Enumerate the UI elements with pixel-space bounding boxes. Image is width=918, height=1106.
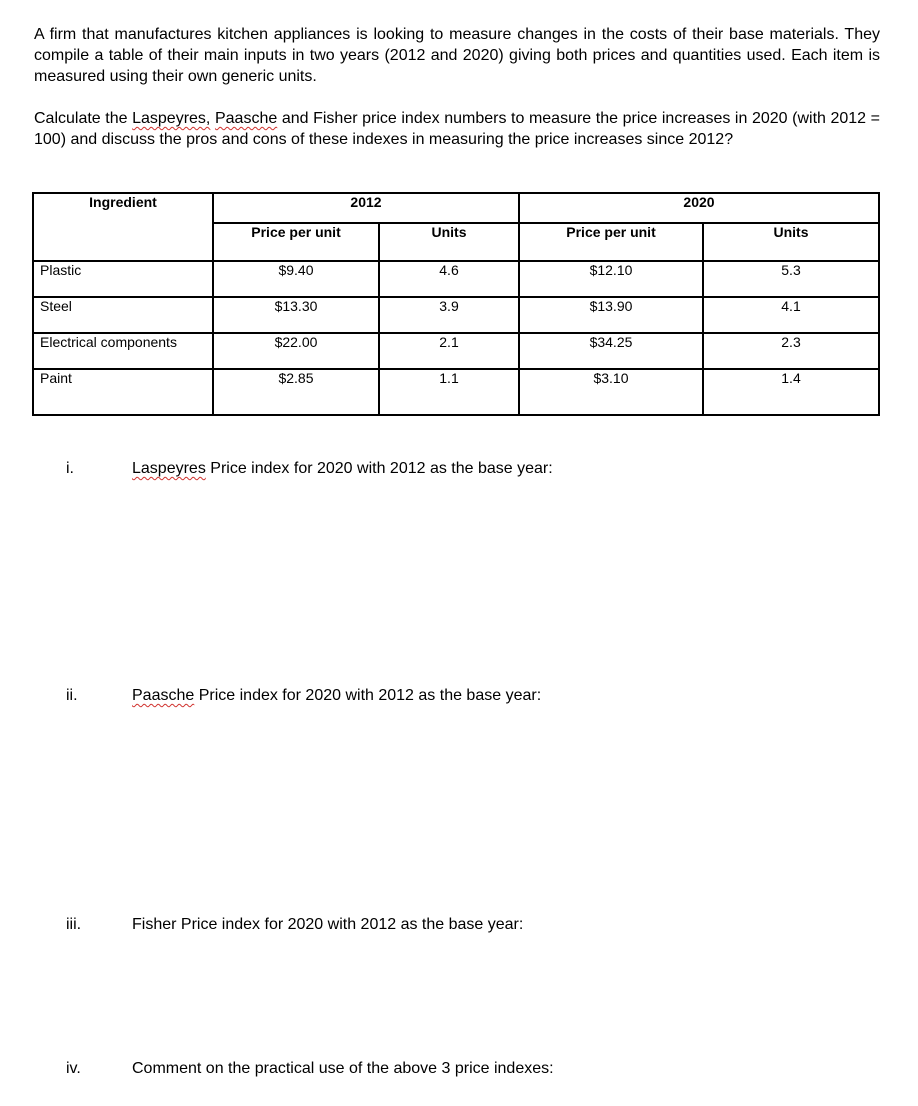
intro-paragraph: A firm that manufactures kitchen appliances is looking to measure changes in the costs of their base materials. They compile a table of their main inputs in two years (2012 and 2020) giving both prices and quantities used. Each item is measured using their own generic units.: [34, 26, 880, 85]
laspeyres-word: Laspeyres: [132, 460, 206, 477]
ingredient-name: Plastic: [33, 261, 213, 297]
price-2020-cell: $34.25: [519, 333, 703, 369]
table-row: [33, 333, 879, 369]
task-text-end: and Fisher price index numbers to measure the price increases in 2020 (with 2012 = 100) and discuss the pros and cons of these indexes in measuring the price increases since 2012?: [34, 110, 881, 148]
ingredient-name: Steel: [33, 297, 213, 333]
units-2012-cell: 4.6: [379, 261, 519, 297]
question-number: ii.: [66, 687, 78, 704]
year-2012-header: 2012: [213, 193, 519, 223]
units-2020-header: Units: [703, 223, 879, 261]
task-paragraph: [34, 108, 880, 150]
ingredient-header: Ingredient: [33, 193, 213, 261]
price-2020-header: Price per unit: [519, 223, 703, 261]
units-2020-cell: 2.3: [703, 333, 879, 369]
question-text: Fisher Price index for 2020 with 2012 as the base year:: [132, 916, 524, 933]
laspeyres-word: Laspeyres,: [132, 110, 211, 127]
price-2012-header: Price per unit: [213, 223, 379, 261]
question-text-rest: Price index for 2020 with 2012 as the base year:: [194, 687, 542, 704]
ingredient-name: Paint: [33, 369, 213, 415]
question-number: iii.: [66, 916, 82, 933]
table-row: [33, 261, 879, 297]
units-2012-cell: 3.9: [379, 297, 519, 333]
units-2020-cell: 5.3: [703, 261, 879, 297]
table-header-row: [33, 193, 879, 223]
question-text: [132, 458, 553, 479]
question-number: i.: [66, 460, 74, 477]
ingredient-name: Electrical components: [33, 333, 213, 369]
price-2012-cell: $13.30: [213, 297, 379, 333]
paasche-word: Paasche: [132, 687, 195, 704]
year-2020-header: 2020: [519, 193, 879, 223]
paasche-word: Paasche: [214, 110, 278, 127]
price-2012-cell: $22.00: [213, 333, 379, 369]
price-2012-cell: $2.85: [213, 369, 379, 415]
table-row: [33, 369, 879, 415]
units-2012-header: Units: [379, 223, 519, 261]
question-text-rest: Price index for 2020 with 2012 as the base year:: [205, 460, 553, 477]
inputs-table: [32, 192, 880, 416]
price-2020-cell: $13.90: [519, 297, 703, 333]
question-text: [132, 685, 541, 706]
question-text: Comment on the practical use of the above 3 price indexes:: [132, 1060, 554, 1077]
units-2012-cell: 1.1: [379, 369, 519, 415]
price-2020-cell: $3.10: [519, 369, 703, 415]
units-2012-cell: 2.1: [379, 333, 519, 369]
price-2012-cell: $9.40: [213, 261, 379, 297]
units-2020-cell: 1.4: [703, 369, 879, 415]
units-2020-cell: 4.1: [703, 297, 879, 333]
table-row: [33, 297, 879, 333]
task-text-start: Calculate the: [34, 110, 133, 127]
price-2020-cell: $12.10: [519, 261, 703, 297]
question-number: iv.: [66, 1060, 81, 1077]
